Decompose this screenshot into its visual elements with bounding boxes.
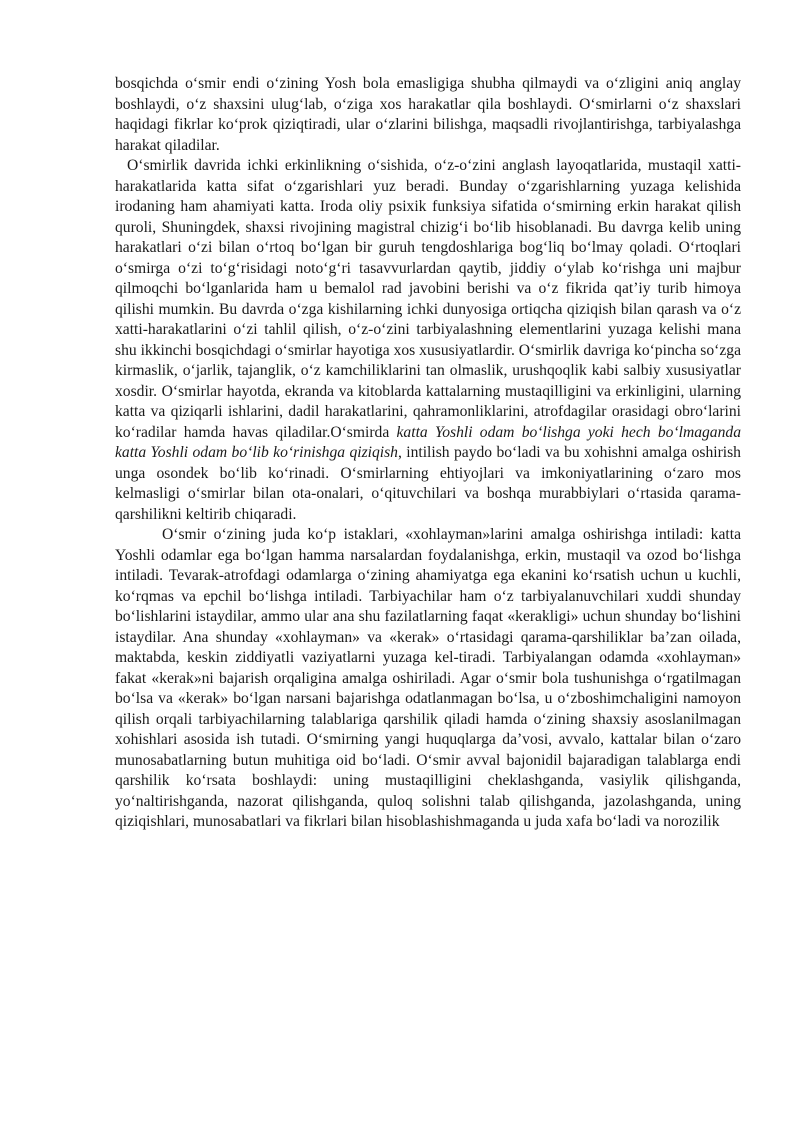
paragraph-intro: [115, 74, 741, 156]
paragraph-text: bosqichda o‘smir endi o‘zining Yosh bola emasligiga shubha qilmaydi va o‘zligini aniq anglay boshlaydi, o‘z shaxsini ulug‘lab, o‘ziga xos harakatlar qila boshlaydi. O‘smirlarni o‘z shaxslari haqidagi fikrlar ko‘prok qiziqtiradi, ular o‘zlarini bilishga, maqsadli rivojlantirishga, tarbiyalashga harakat qiladilar.: [115, 75, 741, 154]
document-page: [115, 74, 741, 833]
paragraph-wishes: [115, 525, 741, 833]
paragraph-text: O‘smir o‘zining juda ko‘p istaklari, «xohlayman»larini amalga oshirishga intiladi: katta Yoshli odamlar ega bo‘lgan hamma narsalardan foydalanishga, erkin, mustaqil va ozod bo‘lishga intiladi. Tevarak-atrofdagi odamlarga o‘zining ahamiyatga ega ekanini ko‘rsatish uchun u kuchli, ko‘rqmas va epchil bo‘lishga intiladi. Tarbiyachilar ham o‘z tarbiyalanuvchilari xuddi shunday bo‘lishlarini istaydilar, ammo ular ana shu fazilatlarning faqat «kerakligi» uchun shunday bo‘lishini istaydilar. Ana shunday «xohlayman» va «kerak» o‘rtasidagi qarama-qarshiliklar ba’zan oilada, maktabda, keskin ziddiyatli vaziyatlarni yuzaga kel-tiradi. Tarbiyalangan odamda «xohlayman» fakat «kerak»ni bajarish orqaligina amalga oshiriladi. Agar o‘smir bola tushunishga o‘rgatilmagan bo‘lsa va «kerak» bo‘lgan narsani bajarishga odatlanmagan bo‘lsa, u o‘zboshimchaligini namoyon qilish orqali tarbiyachilarning talablariga qarshilik qiladi hamda o‘zining shaxsiy asoslanilmagan xohishlari asosida ish tutadi. O‘smirning yangi huquqlarga da’vosi, avvalo, kattalar bilan o‘zaro munosabatlarning butun muhitiga oid bo‘ladi. O‘smir avval bajonidil bajaradigan talablarga endi qarshilik ko‘rsata boshlaydi: uning mustaqilligini cheklashganda, vasiylik qilishganda, yo‘naltirishganda, nazorat qilishganda, quloq solishni talab qilishganda, jazolashganda, uning qiziqishlari, munosabatlari va fikrlari bilan hisoblashishmaganda u juda xafa bo‘ladi va norozilik: [115, 526, 741, 830]
paragraph-text: , intilish paydo bo‘ladi va bu xohishni amalga oshirish unga osondek bo‘lib ko‘rinadi. O‘smirlarning ehtiyojlari va imkoniyatlarining o‘zaro mos kelmasligi o‘smirlar bilan ota-onalari, o‘qituvchilari va boshqa murabbiylari o‘rtasida qarama-qarshilikni keltirib chiqaradi.: [115, 444, 741, 523]
italic-emphasis: katta Yoshli odam bo‘lishga yoki hech bo‘lmaganda katta Yoshli odam bo‘lib ko‘rinishga qiziqish: [115, 423, 741, 461]
paragraph-text: O‘smirlik davrida ichki erkinlikning o‘sishida, o‘z-o‘zini anglash layoqatlarida, mustaqil xatti-harakatlarida katta sifat o‘zgarishlari yuz beradi. Bunday o‘zgarishlarning yuzaga kelishida irodaning ham ahamiyati katta. Iroda oliy psixik funksiya sifatida o‘smirning erkin harakat qilish quroli, Shuningdek, shaxsi rivojining magistral chizig‘i bo‘lib hisoblanadi. Bu davrga kelib uning harakatlari o‘zi bilan o‘rtoq bo‘lgan bir guruh tengdoshlariga bog‘liq bo‘lmay qoladi. O‘rtoqlari o‘smirga o‘zi to‘g‘risidagi noto‘g‘ri tasavvurlardan qaytib, jiddiy o‘ylab ko‘rishga uni majbur qilmoqchi bo‘lganlarida ham u bemalol rad javobini berishi va o‘z fikrida qat’iy turib himoya qilishi mumkin. Bu davrda o‘zga kishilarning ichki dunyosiga ortiqcha qiziqish bilan qarash va o‘z xatti-harakatlarini o‘zi tahlil qilish, o‘z-o‘zini tarbiyalashning elementlarini yuzaga kelishi mana shu ikkinchi bosqichdagi o‘smirlar hayotiga xos xususiyatlardir. O‘smirlik davriga ko‘pincha so‘zga kirmaslik, o‘jarlik, tajanglik, o‘z kamchiliklarini tan olmaslik, urushqoqlik kabi salbiy xususiyatlar xosdir. O‘smirlar hayotda, ekranda va kitoblarda kattalarning mustaqilligini va erkinligini, ularning katta va qiziqarli ishlarini, dadil harakatlarini, qahramonliklarini, atrofdagilar orasidagi obro‘larini ko‘radilar hamda havas qiladilar.O‘smirda: [115, 157, 741, 441]
paragraph-adolescence-freedom: [115, 156, 741, 525]
